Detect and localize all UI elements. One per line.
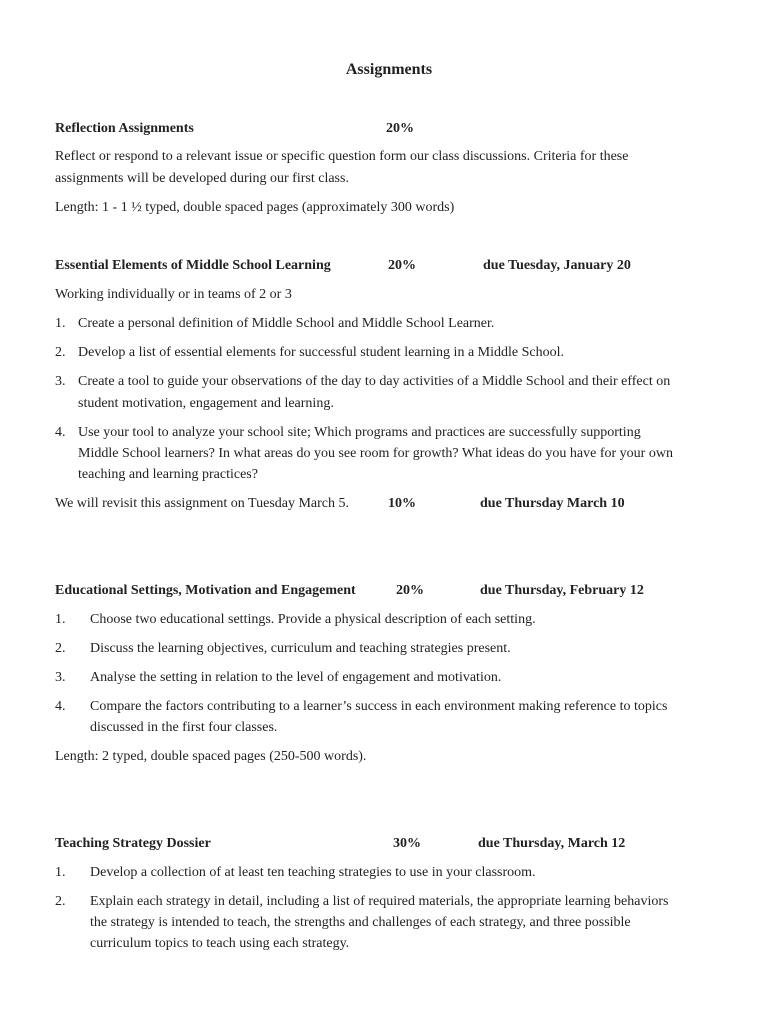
list-item: Explain each strategy in detail, including a list of required materials, the appropriate learning behaviors xyxy=(90,894,669,909)
list-number: 3. xyxy=(55,670,66,685)
section-heading: Reflection Assignments xyxy=(55,121,194,136)
section-weight: 30% xyxy=(393,836,421,851)
list-number: 1. xyxy=(55,865,66,880)
list-number: 2. xyxy=(55,345,66,360)
list-item: Create a tool to guide your observations of the day to day activities of a Middle School and their effect on xyxy=(78,374,671,389)
list-item-continuation: the strategy is intended to teach, the strengths and challenges of each strategy, and three possible xyxy=(90,915,631,930)
due-date: due Thursday, February 12 xyxy=(480,583,644,598)
list-item: Create a personal definition of Middle School and Middle School Learner. xyxy=(78,316,495,331)
list-number: 4. xyxy=(55,425,66,440)
section-weight: 20% xyxy=(388,258,416,273)
list-item-continuation: Middle School learners? In what areas do you see room for growth? What ideas do you have for your own xyxy=(78,446,673,461)
intro-text: Working individually or in teams of 2 or 3 xyxy=(55,287,292,302)
paragraph-line: Reflect or respond to a relevant issue or specific question form our class discussions. Criteria for these xyxy=(55,149,629,164)
due-date: due Thursday, March 12 xyxy=(478,836,626,851)
page-title: Assignments xyxy=(345,61,433,78)
list-item: Develop a list of essential elements for successful student learning in a Middle School. xyxy=(78,345,564,360)
list-item-continuation: teaching and learning practices? xyxy=(78,467,258,482)
list-number: 1. xyxy=(55,612,66,627)
list-number: 2. xyxy=(55,894,66,909)
length-note: Length: 2 typed, double spaced pages (250-500 words). xyxy=(55,749,367,764)
list-item: Compare the factors contributing to a learner’s success in each environment making reference to topics xyxy=(90,699,668,714)
list-item: Develop a collection of at least ten teaching strategies to use in your classroom. xyxy=(90,865,536,880)
list-number: 3. xyxy=(55,374,66,389)
list-item: Analyse the setting in relation to the level of engagement and motivation. xyxy=(90,670,502,685)
list-item: Use your tool to analyze your school site; Which programs and practices are successfully supporting xyxy=(78,425,641,440)
length-note: Length: 1 - 1 ½ typed, double spaced pages (approximately 300 words) xyxy=(55,200,455,215)
paragraph-line: assignments will be developed during our first class. xyxy=(55,171,349,186)
section-heading: Teaching Strategy Dossier xyxy=(55,836,211,851)
list-item-continuation: curriculum topics to teach using each strategy. xyxy=(90,936,350,951)
list-item: Choose two educational settings. Provide a physical description of each setting. xyxy=(90,612,536,627)
list-item-continuation: student motivation, engagement and learning. xyxy=(78,396,334,411)
revisit-due-date: due Thursday March 10 xyxy=(480,496,625,511)
section-heading: Educational Settings, Motivation and Engagement xyxy=(55,583,356,598)
section-weight: 20% xyxy=(396,583,424,598)
due-date: due Tuesday, January 20 xyxy=(483,258,631,273)
revisit-weight: 10% xyxy=(388,496,416,511)
list-number: 1. xyxy=(55,316,66,331)
revisit-note: We will revisit this assignment on Tuesday March 5. xyxy=(55,496,350,511)
section-heading: Essential Elements of Middle School Learning xyxy=(55,258,331,273)
list-number: 2. xyxy=(55,641,66,656)
list-number: 4. xyxy=(55,699,66,714)
list-item-continuation: discussed in the first four classes. xyxy=(90,720,278,735)
section-weight: 20% xyxy=(386,121,414,136)
list-item: Discuss the learning objectives, curriculum and teaching strategies present. xyxy=(90,641,511,656)
